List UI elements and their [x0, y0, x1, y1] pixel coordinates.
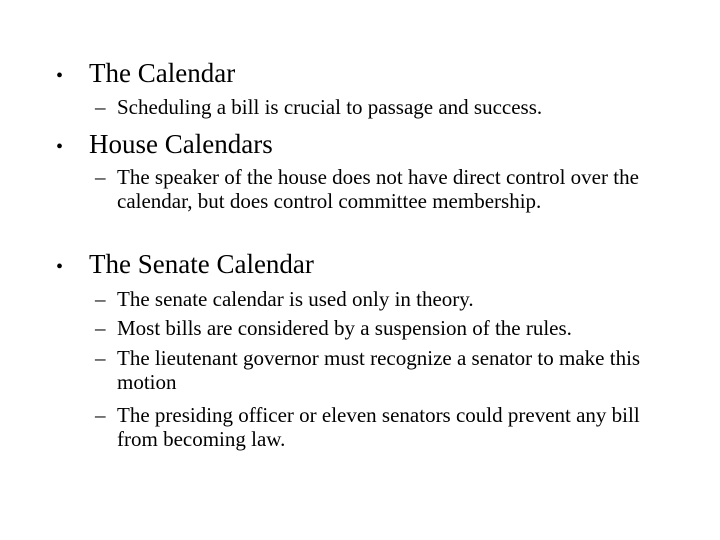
dash-icon: –	[95, 316, 106, 340]
dash-icon: –	[95, 165, 106, 189]
sub-point: – The speaker of the house does not have direct control over the calendar, but does control committee membership.	[95, 165, 639, 213]
heading: House Calendars	[89, 129, 273, 159]
bullet-icon: •	[56, 136, 64, 158]
sub-point: – The senate calendar is used only in theory.	[95, 287, 474, 311]
bullet-icon: •	[56, 256, 64, 278]
heading: The Calendar	[89, 58, 236, 88]
dash-icon: –	[95, 403, 106, 427]
sub-point: – The presiding officer or eleven senators could prevent any bill from becoming law.	[95, 403, 640, 451]
sub-point: – Most bills are considered by a suspension of the rules.	[95, 316, 572, 340]
sub-point: – The lieutenant governor must recognize a senator to make this motion	[95, 346, 641, 394]
heading: The Senate Calendar	[89, 249, 314, 279]
bullet-icon: •	[56, 65, 64, 87]
dash-icon: –	[95, 95, 106, 119]
dash-icon: –	[95, 287, 106, 311]
dash-icon: –	[95, 346, 106, 370]
sub-point: – Scheduling a bill is crucial to passage and success.	[95, 95, 543, 119]
